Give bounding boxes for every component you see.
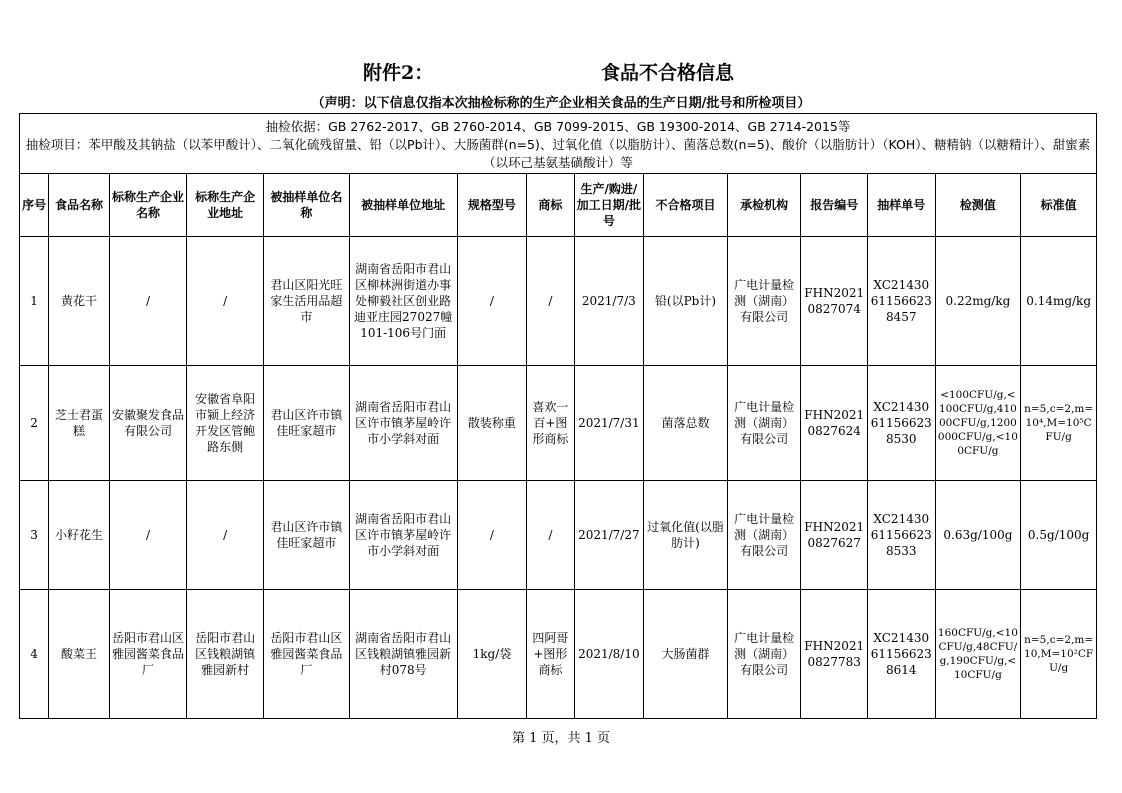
cell-producer-address: / <box>187 237 264 366</box>
cell-brand: / <box>527 237 574 366</box>
cell-sampled-address: 湖南省岳阳市君山区许市镇茅屋岭许市小学斜对面 <box>349 366 457 481</box>
cell-sampled-address: 湖南省岳阳市君山区柳林洲街道办事处柳毅社区创业路迪亚庄园27027幢101-106号门面 <box>349 237 457 366</box>
cell-lab: 广电计量检测（湖南）有限公司 <box>727 366 801 481</box>
cell-standard-value: n=5,c=2,m=10,M=10²CFU/g <box>1021 590 1097 719</box>
cell-test-value: 0.22mg/kg <box>935 237 1021 366</box>
cell-report-no: FHN20210827627 <box>801 481 868 590</box>
page-title: 食品不合格信息 <box>601 62 735 84</box>
cell-report-no: FHN20210827074 <box>801 237 868 366</box>
cell-brand: 喜欢一百+图形商标 <box>527 366 574 481</box>
cell-producer-address: 岳阳市君山区钱粮湖镇雅园新村 <box>187 590 264 719</box>
cell-brand: / <box>527 481 574 590</box>
cell-date: 2021/7/31 <box>574 366 644 481</box>
cell-no: 1 <box>20 237 49 366</box>
cell-sample-no: XC21430611566238533 <box>867 481 935 590</box>
col-header: 规格型号 <box>457 174 527 237</box>
cell-food-name: 酸菜王 <box>49 590 110 719</box>
table-header-row <box>20 174 1097 237</box>
cell-brand: 四阿哥+图形商标 <box>527 590 574 719</box>
title-row <box>0 58 1122 88</box>
cell-producer-address: / <box>187 481 264 590</box>
cell-food-name: 黄花干 <box>49 237 110 366</box>
cell-spec: / <box>457 237 527 366</box>
inspection-items: 抽检项目：苯甲酸及其钠盐（以苯甲酸计）、二氧化硫残留量、铅（以Pb计）、大肠菌群(n=5)、过氧化值（以脂肪计）、菌落总数(n=5)、酸价（以脂肪计）（KOH）、糖精钠（以糖精计）、甜蜜素（以环己基氨基磺酸计）等 <box>25 137 1091 170</box>
page-footer: 第 1 页，共 1 页 <box>511 731 611 746</box>
cell-spec: 散装称重 <box>457 366 527 481</box>
cell-date: 2021/8/10 <box>574 590 644 719</box>
declaration: （声明：以下信息仅指本次抽检标称的生产企业相关食品的生产日期/批号和所检项目） <box>311 96 811 111</box>
col-header: 标称生产企业名称 <box>109 174 187 237</box>
attachment-label: 附件2： <box>363 62 434 84</box>
col-header: 生产/购进/加工日期/批号 <box>574 174 644 237</box>
cell-test-value: <100CFU/g,<100CFU/g,41000CFU/g,1200000CFU/g,<100CFU/g <box>935 366 1021 481</box>
cell-spec: 1kg/袋 <box>457 590 527 719</box>
cell-unqualified-item: 过氧化值(以脂肪计) <box>644 481 728 590</box>
table-row <box>20 366 1097 481</box>
cell-sample-no: XC21430611566238530 <box>867 366 935 481</box>
inspection-info <box>19 113 1097 173</box>
cell-no: 2 <box>20 366 49 481</box>
cell-standard-value: n=5,c=2,m=10⁴,M=10⁵CFU/g <box>1021 366 1097 481</box>
cell-sampled-unit: 君山区许市镇佳旺家超市 <box>264 366 350 481</box>
table-row <box>20 237 1097 366</box>
unqualified-food-table <box>19 173 1097 719</box>
cell-sampled-unit: 君山区阳光旺家生活用品超市 <box>264 237 350 366</box>
cell-food-name: 小籽花生 <box>49 481 110 590</box>
cell-food-name: 芝士君蛋糕 <box>49 366 110 481</box>
cell-producer: / <box>109 481 187 590</box>
cell-no: 3 <box>20 481 49 590</box>
table-row <box>20 481 1097 590</box>
cell-date: 2021/7/3 <box>574 237 644 366</box>
col-header: 抽样单号 <box>867 174 935 237</box>
col-header: 商标 <box>527 174 574 237</box>
col-header: 承检机构 <box>727 174 801 237</box>
cell-lab: 广电计量检测（湖南）有限公司 <box>727 481 801 590</box>
cell-producer: 岳阳市君山区雅园酱菜食品厂 <box>109 590 187 719</box>
cell-unqualified-item: 菌落总数 <box>644 366 728 481</box>
table-row <box>20 590 1097 719</box>
cell-producer: 安徽聚发食品有限公司 <box>109 366 187 481</box>
cell-sampled-unit: 君山区许市镇佳旺家超市 <box>264 481 350 590</box>
cell-no: 4 <box>20 590 49 719</box>
cell-sample-no: XC21430611566238457 <box>867 237 935 366</box>
cell-unqualified-item: 大肠菌群 <box>644 590 728 719</box>
cell-sampled-address: 湖南省岳阳市君山区钱粮湖镇雅园新村078号 <box>349 590 457 719</box>
cell-unqualified-item: 铅(以Pb计) <box>644 237 728 366</box>
col-header: 报告编号 <box>801 174 868 237</box>
col-header: 被抽样单位地址 <box>349 174 457 237</box>
col-header: 被抽样单位名称 <box>264 174 350 237</box>
col-header: 标称生产企业地址 <box>187 174 264 237</box>
cell-standard-value: 0.5g/100g <box>1021 481 1097 590</box>
cell-sampled-unit: 岳阳市君山区雅园酱菜食品厂 <box>264 590 350 719</box>
inspection-basis: 抽检依据：GB 2762-2017、GB 2760-2014、GB 7099-2015、GB 19300-2014、GB 2714-2015等 <box>265 119 851 134</box>
cell-producer: / <box>109 237 187 366</box>
col-header: 序号 <box>20 174 49 237</box>
col-header: 标准值 <box>1021 174 1097 237</box>
cell-report-no: FHN20210827783 <box>801 590 868 719</box>
cell-test-value: 160CFU/g,<10CFU/g,48CFU/g,190CFU/g,<10CFU/g <box>935 590 1021 719</box>
cell-spec: / <box>457 481 527 590</box>
cell-standard-value: 0.14mg/kg <box>1021 237 1097 366</box>
cell-lab: 广电计量检测（湖南）有限公司 <box>727 237 801 366</box>
cell-lab: 广电计量检测（湖南）有限公司 <box>727 590 801 719</box>
col-header: 不合格项目 <box>644 174 728 237</box>
cell-test-value: 0.63g/100g <box>935 481 1021 590</box>
cell-date: 2021/7/27 <box>574 481 644 590</box>
col-header: 检测值 <box>935 174 1021 237</box>
cell-producer-address: 安徽省阜阳市颍上经济开发区管鲍路东侧 <box>187 366 264 481</box>
col-header: 食品名称 <box>49 174 110 237</box>
cell-sample-no: XC21430611566238614 <box>867 590 935 719</box>
cell-report-no: FHN20210827624 <box>801 366 868 481</box>
cell-sampled-address: 湖南省岳阳市君山区许市镇茅屋岭许市小学斜对面 <box>349 481 457 590</box>
